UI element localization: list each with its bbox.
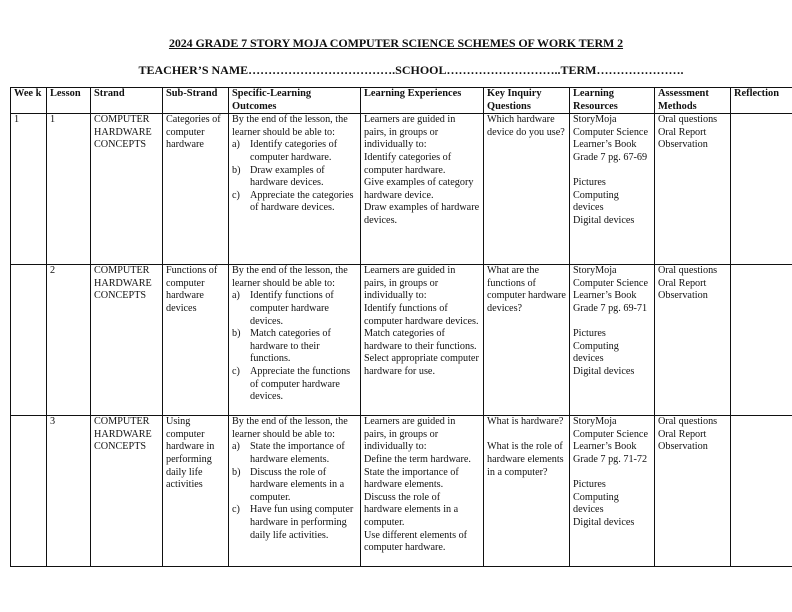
- week-number: 1: [14, 114, 20, 126]
- sub-strand-text: Using computer hardware in performing daily life activities: [166, 416, 215, 491]
- assessment-method: Oral Report: [658, 428, 707, 440]
- outcomes-cell: [229, 416, 361, 567]
- document-title: 2024 GRADE 7 STORY MOJA COMPUTER SCIENCE SCHEMES OF WORK TERM 2: [168, 36, 624, 50]
- outcome-marker: a): [232, 441, 240, 453]
- reflection-cell: [731, 416, 792, 567]
- outcome-marker: c): [232, 189, 240, 201]
- outcome-item: [232, 165, 357, 190]
- lesson-cell: [47, 114, 91, 265]
- resource-item: Computing devices: [573, 189, 619, 214]
- outcome-item: [232, 441, 357, 466]
- experience-item: Draw examples of hardware devices.: [364, 202, 480, 226]
- header-lesson: Lesson: [47, 88, 91, 114]
- experience-item: Give examples of category hardware device.: [364, 177, 474, 201]
- outcome-item: [232, 190, 357, 215]
- resource-book: StoryMoja Computer Science Learner’s Book Grade 7 pg. 71-72: [573, 416, 648, 465]
- table-row: [11, 114, 792, 265]
- outcome-text: Draw examples of hardware devices.: [250, 164, 325, 189]
- resource-item: Digital devices: [573, 516, 635, 528]
- strand-text: COMPUTER HARDWARE CONCEPTS: [94, 114, 152, 151]
- outcome-item: [232, 467, 357, 505]
- week-cell: [11, 265, 47, 416]
- outcome-text: Appreciate the categories of hardware devices.: [250, 189, 354, 214]
- experiences-cell: [361, 114, 484, 265]
- header-reflection: Reflection: [731, 88, 792, 114]
- outcome-text: State the importance of hardware elements.: [250, 441, 345, 465]
- resource-item: Pictures: [573, 177, 606, 189]
- assessment-method: Observation: [658, 290, 708, 302]
- outcome-marker: b): [232, 328, 241, 340]
- outcome-item: [232, 328, 357, 366]
- strand-text: COMPUTER HARDWARE CONCEPTS: [94, 265, 152, 302]
- outcomes-list: [232, 441, 357, 542]
- experience-item: Identify categories of computer hardware.: [364, 151, 452, 176]
- header-sub-strand: Sub-Strand: [163, 88, 229, 114]
- reflection-cell: [731, 265, 792, 416]
- sub-strand-text: Categories of computer hardware: [166, 114, 221, 151]
- resource-book: StoryMoja Computer Science Learner’s Book Grade 7 pg. 67-69: [573, 114, 648, 163]
- outcome-marker: c): [232, 504, 240, 516]
- resources-cell: [570, 114, 655, 265]
- questions-cell: [484, 416, 570, 567]
- outcome-item: [232, 366, 357, 404]
- resource-item: Digital devices: [573, 365, 635, 377]
- inquiry-question: Which hardware device do you use?: [487, 114, 565, 138]
- reflection-cell: [731, 114, 792, 265]
- experience-item: Discuss the role of hardware elements in a computer.: [364, 491, 459, 528]
- outcome-item: [232, 504, 357, 542]
- table-row: [11, 416, 792, 567]
- outcome-marker: c): [232, 365, 240, 377]
- outcome-text: Discuss the role of hardware elements in a computer.: [250, 466, 345, 503]
- outcome-text: Appreciate the functions of computer hardware devices.: [250, 365, 351, 403]
- inquiry-question: What are the functions of computer hardware devices?: [487, 265, 566, 314]
- assessment-method: Oral Report: [658, 126, 707, 138]
- assessment-method: Oral questions: [658, 265, 718, 277]
- lesson-number: 1: [50, 114, 56, 126]
- strand-cell: [91, 114, 163, 265]
- outcome-text: Match categories of hardware to their functions.: [250, 328, 331, 365]
- questions-cell: [484, 265, 570, 416]
- header-week: Wee k: [11, 88, 47, 114]
- outcomes-intro: By the end of the lesson, the learner should be able to:: [232, 416, 348, 440]
- outcomes-intro: By the end of the lesson, the learner should be able to:: [232, 265, 348, 289]
- experiences-cell: [361, 416, 484, 567]
- sub-strand-cell: [163, 265, 229, 416]
- assessment-cell: [655, 265, 731, 416]
- header-resources: Learning Resources: [570, 88, 655, 114]
- sub-strand-cell: [163, 114, 229, 265]
- assessment-method: Oral questions: [658, 416, 718, 428]
- resources-cell: [570, 265, 655, 416]
- table-header-row: [11, 88, 792, 114]
- resources-cell: [570, 416, 655, 567]
- experience-item: State the importance of hardware elements.: [364, 466, 459, 491]
- inquiry-question: What is the role of hardware elements in a computer?: [487, 441, 564, 478]
- lesson-number: 3: [50, 416, 56, 428]
- week-cell: [11, 114, 47, 265]
- experience-item: Select appropriate computer hardware for use.: [364, 353, 479, 377]
- resource-item: Pictures: [573, 479, 606, 491]
- outcome-marker: b): [232, 466, 241, 478]
- header-questions: Key Inquiry Questions: [484, 88, 570, 114]
- experiences-intro: Learners are guided in pairs, in groups or individually to:: [364, 416, 456, 453]
- outcome-marker: b): [232, 164, 241, 176]
- outcomes-list: [232, 139, 357, 215]
- outcome-marker: a): [232, 290, 240, 302]
- schemes-of-work-table: [10, 87, 792, 567]
- sub-strand-cell: [163, 416, 229, 567]
- resource-item: Computing devices: [573, 340, 619, 365]
- outcome-item: [232, 139, 357, 164]
- header-strand: Strand: [91, 88, 163, 114]
- inquiry-question: What is hardware?: [487, 416, 564, 428]
- resource-item: Pictures: [573, 328, 606, 340]
- experience-item: Identify functions of computer hardware devices.: [364, 302, 479, 327]
- experiences-intro: Learners are guided in pairs, in groups or individually to:: [364, 265, 456, 302]
- outcome-text: Have fun using computer hardware in performing daily life activities.: [250, 504, 354, 541]
- assessment-method: Observation: [658, 441, 708, 453]
- experiences-intro: Learners are guided in pairs, in groups or individually to:: [364, 114, 456, 151]
- header-assessment: Assessment Methods: [655, 88, 731, 114]
- outcome-item: [232, 290, 357, 328]
- experience-item: Match categories of hardware to their functions.: [364, 328, 477, 352]
- table-row: [11, 265, 792, 416]
- outcomes-cell: [229, 265, 361, 416]
- header-experiences: Learning Experiences: [361, 88, 484, 114]
- strand-cell: [91, 265, 163, 416]
- strand-cell: [91, 416, 163, 567]
- outcome-marker: a): [232, 139, 240, 151]
- assessment-cell: [655, 416, 731, 567]
- week-cell: [11, 416, 47, 567]
- lesson-cell: [47, 265, 91, 416]
- outcome-text: Identify categories of computer hardware.: [250, 139, 338, 163]
- header-outcomes: Specific-Learning Outcomes: [229, 88, 361, 114]
- teacher-school-term-line: TEACHER’S NAME……………………………….SCHOOL………………………..TERM………………….: [138, 63, 684, 77]
- experiences-cell: [361, 265, 484, 416]
- assessment-method: Oral questions: [658, 114, 718, 126]
- experience-item: Use different elements of computer hardware.: [364, 529, 468, 554]
- outcomes-list: [232, 290, 357, 403]
- resource-item: Computing devices: [573, 491, 619, 516]
- questions-cell: [484, 114, 570, 265]
- outcome-text: Identify functions of computer hardware devices.: [250, 290, 334, 327]
- resource-book: StoryMoja Computer Science Learner’s Book Grade 7 pg. 69-71: [573, 265, 648, 314]
- assessment-cell: [655, 114, 731, 265]
- assessment-method: Observation: [658, 139, 708, 151]
- outcomes-cell: [229, 114, 361, 265]
- lesson-cell: [47, 416, 91, 567]
- resource-item: Digital devices: [573, 214, 635, 226]
- outcomes-intro: By the end of the lesson, the learner should be able to:: [232, 114, 348, 138]
- assessment-method: Oral Report: [658, 277, 707, 289]
- sub-strand-text: Functions of computer hardware devices: [166, 265, 218, 314]
- lesson-number: 2: [50, 265, 56, 277]
- strand-text: COMPUTER HARDWARE CONCEPTS: [94, 416, 152, 453]
- experience-item: Define the term hardware.: [364, 453, 471, 465]
